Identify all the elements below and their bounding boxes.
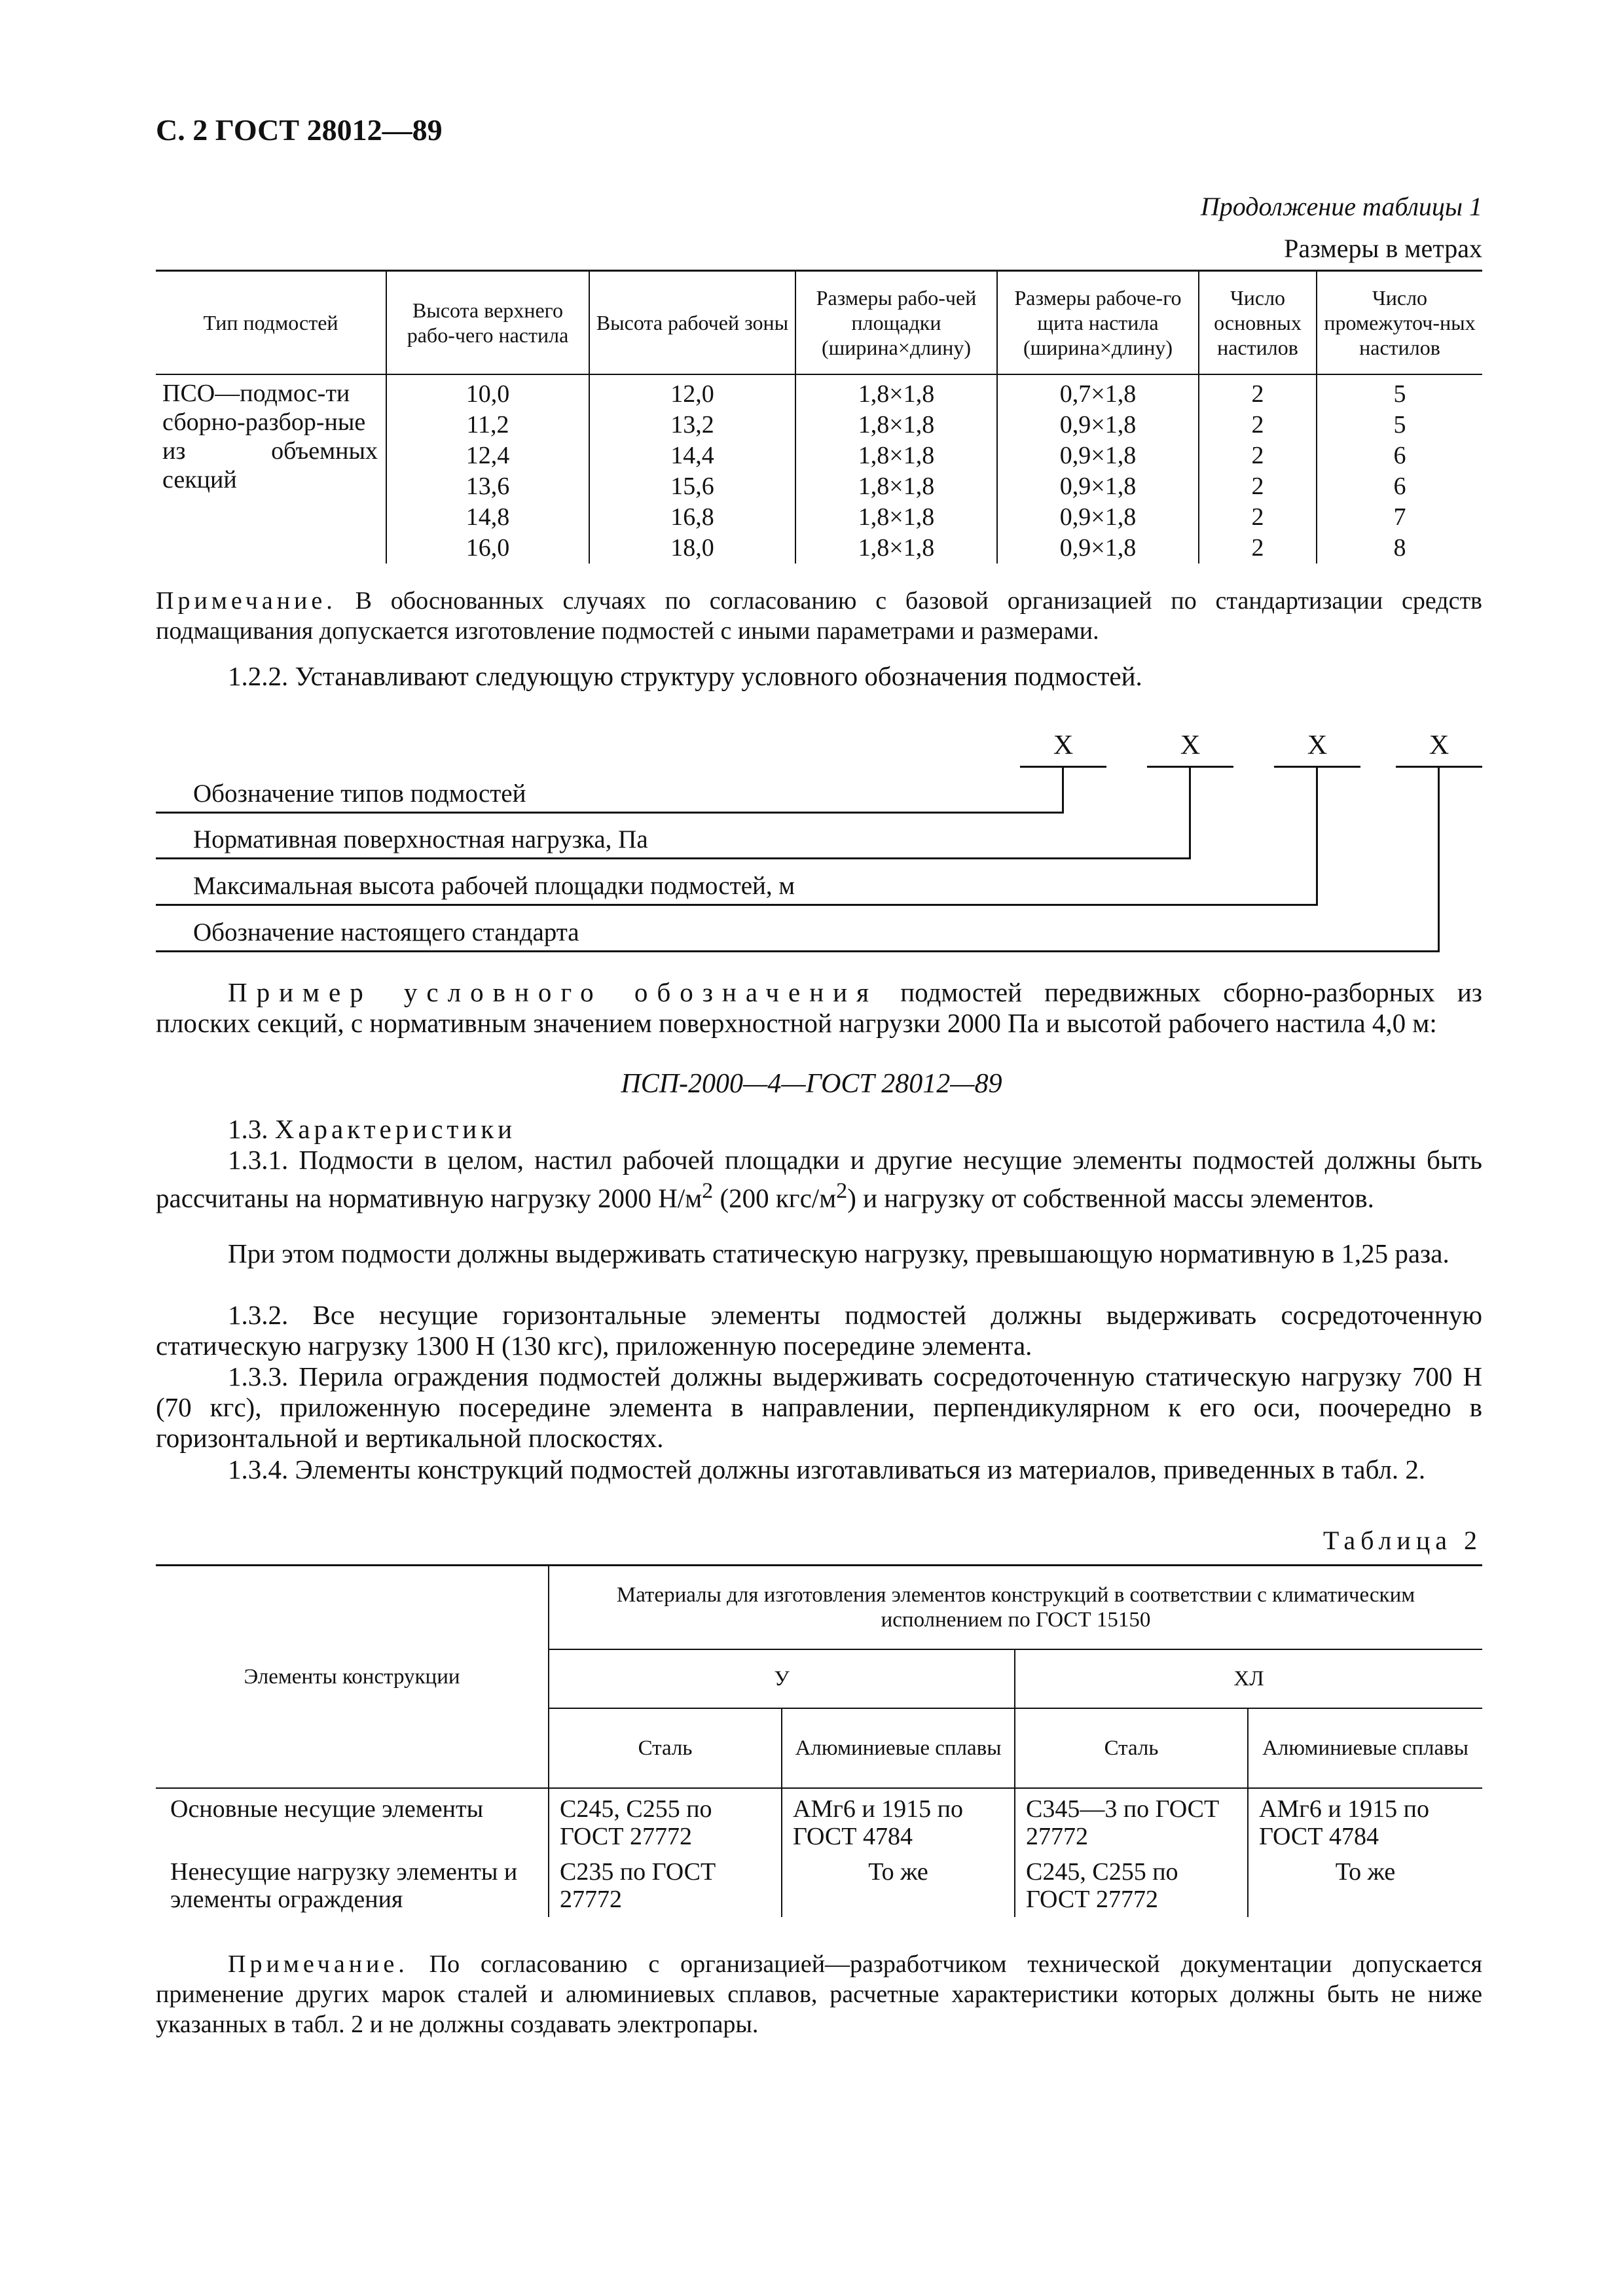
table-cell: То же xyxy=(782,1854,1015,1917)
table-cell: С235 по ГОСТ 27772 xyxy=(549,1854,782,1917)
diagram-x-4: Х xyxy=(1429,730,1450,761)
paragraph-1-3-3: 1.3.3. Перила ограждения подмостей должны выдерживать сосредоточенную статическую нагрузку 700 Н (70 кгс), приложенную посередине элемента в направлении, перпендикулярном к его оси, поочередно в горизонтальной и вертикальной плоскостях. xyxy=(156,1361,1482,1453)
paragraph-1-3-4: 1.3.4. Элементы конструкций подмостей должны изготавливаться из материалов, приведенных в табл. 2. xyxy=(228,1454,1426,1484)
diagram-connector xyxy=(1062,766,1064,812)
table1 xyxy=(156,270,1482,564)
table1-header: Тип подмостей xyxy=(156,271,386,375)
table-cell: 12,0 xyxy=(589,374,795,410)
table-cell: 1,8×1,8 xyxy=(795,533,997,564)
table-cell: 7 xyxy=(1317,502,1482,533)
table-cell: 2 xyxy=(1199,502,1317,533)
table-cell: 5 xyxy=(1317,374,1482,410)
diagram-connector xyxy=(1438,766,1440,951)
diagram-x-2: Х xyxy=(1180,730,1201,761)
table2-header-row xyxy=(156,1566,1482,1650)
note-label: Примечание. xyxy=(228,1950,409,1978)
table1-type-cell: ПСО—подмос-ти сборно-разбор-ные из объемных секций xyxy=(162,380,378,493)
page-header: С. 2 ГОСТ 28012—89 xyxy=(156,113,443,147)
text-run: 1.3.1. Подмости в целом, настил рабочей площадки и другие несущие элементы подмостей должны быть рассчитаны на нормативную нагрузку 2000 Н/м xyxy=(156,1145,1482,1213)
table-cell: 1,8×1,8 xyxy=(795,374,997,410)
table-cell: 2 xyxy=(1199,471,1317,502)
table-cell: 8 xyxy=(1317,533,1482,564)
section-title: Характеристики xyxy=(274,1114,517,1144)
note-label: Примечание. xyxy=(156,587,337,615)
diagram-label-standard: Обозначение настоящего стандарта xyxy=(193,918,579,946)
table-cell: С245, С255 по ГОСТ 27772 xyxy=(549,1788,782,1854)
diagram-leader-line xyxy=(156,904,1318,906)
table-cell: 13,6 xyxy=(386,471,589,502)
table-cell: 14,8 xyxy=(386,502,589,533)
example-paragraph xyxy=(156,977,1482,1039)
section-number: 1.3. xyxy=(228,1114,268,1144)
diagram-label-load: Нормативная поверхностная нагрузка, Па xyxy=(193,825,648,853)
table-cell: 0,9×1,8 xyxy=(997,410,1199,440)
table-cell: 16,0 xyxy=(386,533,589,564)
table-row xyxy=(156,374,1482,410)
table-cell: АМг6 и 1915 по ГОСТ 4784 xyxy=(1248,1788,1482,1854)
table-cell: Основные несущие элементы xyxy=(170,1795,484,1823)
example-lead: Пример условного обозначения xyxy=(228,977,878,1007)
example-formula: ПСП-2000—4—ГОСТ 28012—89 xyxy=(621,1069,1002,1099)
table2-header-steel: Сталь xyxy=(549,1708,782,1788)
diagram-label-height: Максимальная высота рабочей площадки подмостей, м xyxy=(193,872,795,900)
example-text: подмостей передвижных сборно-разборных из плоских секций, с нормативным значением поверхностной нагрузки 2000 Па и высотой рабочего настила 4,0 м: xyxy=(156,977,1483,1038)
table-cell: 10,0 xyxy=(386,374,589,410)
table1-header: Высота рабочей зоны xyxy=(589,271,795,375)
table1-note xyxy=(156,586,1482,646)
table-cell: 2 xyxy=(1199,410,1317,440)
table-cell: 12,4 xyxy=(386,440,589,471)
table2-header-u: У xyxy=(549,1649,1015,1708)
table2-label: Таблица 2 xyxy=(1322,1526,1482,1555)
table-cell: То же xyxy=(1248,1854,1482,1917)
table-cell: 1,8×1,8 xyxy=(795,471,997,502)
table-cell: 0,9×1,8 xyxy=(997,533,1199,564)
diagram-leader-line xyxy=(156,950,1440,952)
table1-header: Число промежуточ-ных настилов xyxy=(1317,271,1482,375)
paragraph-1-3-1 xyxy=(156,1145,1482,1214)
table-cell: С345—3 по ГОСТ 27772 xyxy=(1015,1788,1248,1854)
table-cell: 0,9×1,8 xyxy=(997,440,1199,471)
table2-header-steel: Сталь xyxy=(1015,1708,1248,1788)
table-cell: 2 xyxy=(1199,533,1317,564)
table-cell: 16,8 xyxy=(589,502,795,533)
table-cell: 1,8×1,8 xyxy=(795,440,997,471)
table2 xyxy=(156,1564,1482,1917)
table-row xyxy=(156,1788,1482,1854)
table-cell: 15,6 xyxy=(589,471,795,502)
table1-header: Размеры рабо-чей площадки (ширина×длину) xyxy=(795,271,997,375)
text-run: ) и нагрузку от собственной массы элементов. xyxy=(847,1183,1374,1213)
diagram-label-type: Обозначение типов подмостей xyxy=(193,780,526,808)
table-cell: С245, С255 по ГОСТ 27772 xyxy=(1015,1854,1248,1917)
diagram-connector xyxy=(1316,766,1318,905)
table2-header-materials: Материалы для изготовления элементов конструкций в соответствии с климатическим исполнением по ГОСТ 15150 xyxy=(549,1566,1482,1650)
diagram-leader-line xyxy=(156,857,1191,859)
table1-continuation-label: Продолжение таблицы 1 xyxy=(1200,192,1482,221)
table2-header-alu: Алюминиевые сплавы xyxy=(782,1708,1015,1788)
table-cell: 6 xyxy=(1317,471,1482,502)
paragraph-1-3-1b: При этом подмости должны выдерживать статическую нагрузку, превышающую нормативную в 1,25 раза. xyxy=(228,1238,1450,1268)
table-row xyxy=(156,1854,1482,1917)
table-cell: Ненесущие нагрузку элементы и элементы ограждения xyxy=(170,1858,518,1913)
table-cell: 0,7×1,8 xyxy=(997,374,1199,410)
superscript: 2 xyxy=(702,1179,714,1203)
table1-header: Число основных настилов xyxy=(1199,271,1317,375)
table-cell: 1,8×1,8 xyxy=(795,502,997,533)
table-cell: 1,8×1,8 xyxy=(795,410,997,440)
table-cell: 0,9×1,8 xyxy=(997,471,1199,502)
table-cell: 6 xyxy=(1317,440,1482,471)
table-cell: 2 xyxy=(1199,374,1317,410)
table-cell: 14,4 xyxy=(589,440,795,471)
paragraph-1-3-2: 1.3.2. Все несущие горизонтальные элементы подмостей должны выдерживать сосредоточенную статическую нагрузку 1300 Н (130 кгс), приложенную посередине элемента. xyxy=(156,1300,1482,1361)
table-cell: 5 xyxy=(1317,410,1482,440)
table2-note xyxy=(156,1949,1482,2039)
table-cell: 2 xyxy=(1199,440,1317,471)
diagram-leader-line xyxy=(156,812,1064,814)
table-cell: 11,2 xyxy=(386,410,589,440)
table1-header: Размеры рабоче-го щита настила (ширина×длину) xyxy=(997,271,1199,375)
superscript: 2 xyxy=(836,1179,848,1203)
table2-header-elements: Элементы конструкции xyxy=(156,1566,549,1789)
table-cell: 13,2 xyxy=(589,410,795,440)
diagram-x-1: Х xyxy=(1053,730,1074,761)
table2-header-hl: ХЛ xyxy=(1015,1649,1482,1708)
diagram-x-3: Х xyxy=(1307,730,1328,761)
text-run: (200 кгс/м xyxy=(713,1183,837,1213)
table2-header-alu: Алюминиевые сплавы xyxy=(1248,1708,1482,1788)
note-text: По согласованию с организацией—разработчиком технической документации допускается применение других марок сталей и алюминиевых сплавов, расчетные характеристики которых должны быть не ниже указанных в табл. 2 и не должны создавать электропары. xyxy=(156,1950,1482,2038)
table-cell: АМг6 и 1915 по ГОСТ 4784 xyxy=(782,1788,1015,1854)
paragraph-1-2-2: 1.2.2. Устанавливают следующую структуру условного обозначения подмостей. xyxy=(228,661,1142,691)
section-1-3-heading xyxy=(156,1114,1482,1145)
table-cell: 0,9×1,8 xyxy=(997,502,1199,533)
table1-header-row xyxy=(156,271,1482,375)
table-cell: 18,0 xyxy=(589,533,795,564)
diagram-connector xyxy=(1189,766,1191,858)
note-text: В обоснованных случаях по согласованию с базовой организацией по стандартизации средств подмащивания допускается изготовление подмостей с иными параметрами и размерами. xyxy=(156,587,1482,645)
table1-header: Высота верхнего рабо-чего настила xyxy=(386,271,589,375)
table1-units-label: Размеры в метрах xyxy=(1284,234,1482,263)
